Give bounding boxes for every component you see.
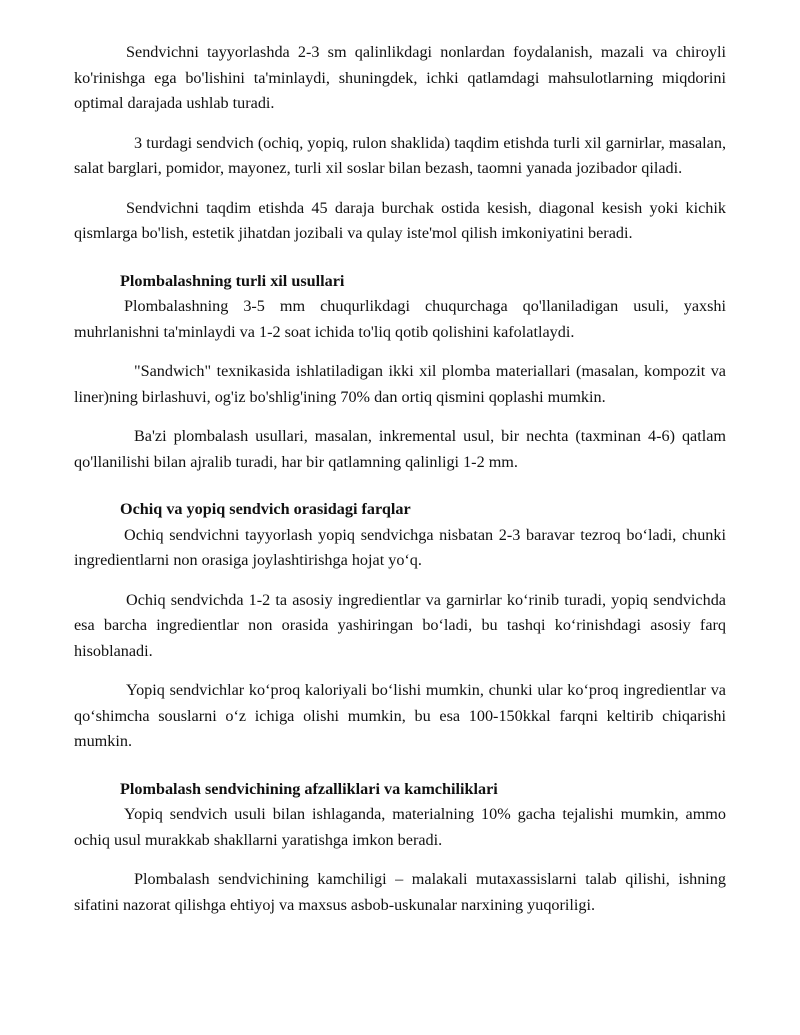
paragraph-calorie-difference: Yopiq sendvichlar ko‘proq kaloriyali bo‘lishi mumkin, chunki ular ko‘proq ingredientlar va qo‘shimcha souslarni o‘z ichiga olishi mumkin, bu esa 100-150kkal farqni keltirib chiqarishi mumkin. — [74, 681, 726, 750]
heading-filling-methods: Plombalashning turli xil usullari — [120, 271, 345, 290]
paragraph-material-savings: Yopiq sendvich usuli bilan ishlaganda, materialning 10% gacha tejalishi mumkin, ammo ochiq usul murakkab shakllarni yaratishga imkon beradi. — [74, 805, 726, 849]
paragraph-appearance-difference: Ochiq sendvichda 1-2 ta asosiy ingredientlar va garnirlar ko‘rinib turadi, yopiq sendvichda esa barcha ingredientlar non orasida yashiringan bo‘ladi, bu tashqi ko‘rinishdagi asosiy farq hisoblanadi. — [74, 590, 726, 660]
document-page — [74, 40, 726, 918]
paragraph-sandwich-technique: "Sandwich" texnikasida ishlatiladigan ikki xil plomba materiallari (masalan, kompozit va liner)ning birlashuvi, og'iz bo'shlig'ining 70% dan ortiq qismini qoplashi mumkin. — [74, 362, 726, 406]
heading-pros-cons: Plombalash sendvichining afzalliklari va kamchiliklari — [120, 779, 498, 798]
paragraph-drawbacks: Plombalash sendvichining kamchiligi – malakali mutaxassislarni talab qilishi, ishning sifatini nazorat qilishga ehtiyoj va maxsus asbob-uskunalar narxining yuqoriligi. — [74, 870, 726, 914]
paragraph-incremental-method: Ba'zi plombalash usullari, masalan, inkremental usul, bir nechta (taxminan 4-6) qatlam qo'llanilishi bilan ajralib turadi, har bir qatlamning qalinligi 1-2 mm. — [74, 427, 726, 471]
paragraph-cutting-angle: Sendvichni taqdim etishda 45 daraja burchak ostida kesish, diagonal kesish yoki kichik qismlarga bo'lish, estetik jihatdan jozibali va qulay iste'mol qilish imkoniyatini beradi. — [74, 198, 726, 242]
paragraph-preparation-speed: Ochiq sendvichni tayyorlash yopiq sendvichga nisbatan 2-3 baravar tezroq bo‘ladi, chunki ingredientlarni non orasiga joylashtirishga hojat yo‘q. — [74, 525, 726, 569]
paragraph-filling-depth: Plombalashning 3-5 mm chuqurlikdagi chuqurchaga qo'llaniladigan usuli, yaxshi muhrlanishni ta'minlaydi va 1-2 soat ichida to'liq qotib qolishini kafolatlaydi. — [74, 297, 726, 341]
heading-open-closed-differences: Ochiq va yopiq sendvich orasidagi farqlar — [120, 500, 411, 518]
paragraph-bread-thickness: Sendvichni tayyorlashda 2-3 sm qalinlikdagi nonlardan foydalanish, mazali va chiroyli ko'rinishga ega bo'lishini ta'minlaydi, shuningdek, ichki qatlamdagi mahsulotlarning miqdorini optimal darajada ushlab turadi. — [74, 43, 726, 112]
paragraph-sandwich-types: 3 turdagi sendvich (ochiq, yopiq, rulon shaklida) taqdim etishda turli xil garnirlar, masalan, salat barglari, pomidor, mayonez, turli xil soslar bilan bezash, taomni yanada jozibador qiladi. — [74, 133, 726, 177]
